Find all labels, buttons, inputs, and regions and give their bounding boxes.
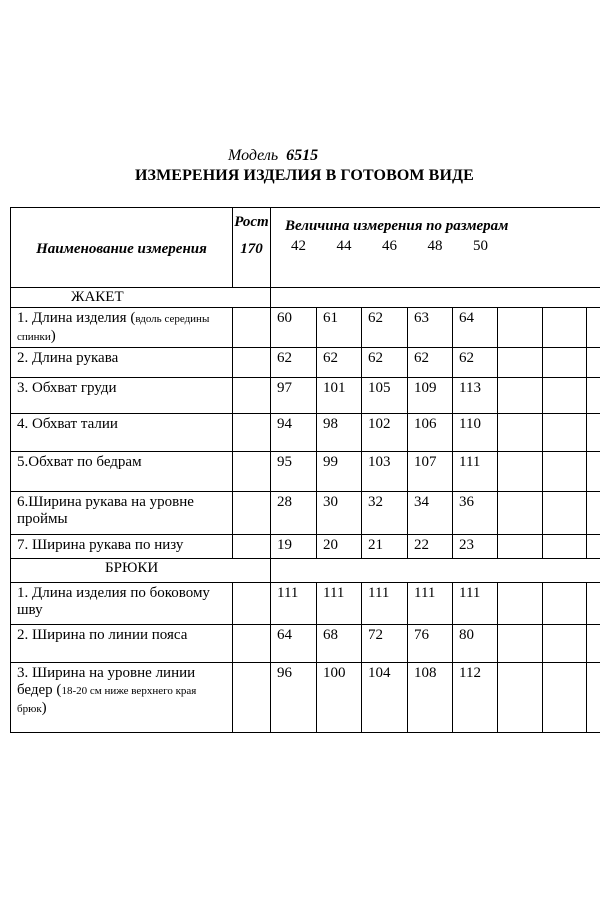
row-name: 7. Ширина рукава по низу bbox=[11, 534, 233, 558]
row-name: 3. Ширина на уровне линии бедер (18-20 см ниже верхнего края брюк) bbox=[11, 662, 233, 732]
table-row bbox=[11, 308, 600, 348]
table-row bbox=[11, 414, 600, 452]
cell-value: 72 bbox=[362, 624, 408, 662]
table-row bbox=[11, 662, 600, 732]
size-44: 44 bbox=[336, 238, 352, 254]
cell-value: 62 bbox=[271, 348, 317, 378]
table-row bbox=[11, 582, 600, 624]
model-line bbox=[228, 147, 318, 165]
row-name: 1. Длина изделия (вдоль середины спинки) bbox=[11, 308, 233, 348]
row-name: 1. Длина изделия по боковому шву bbox=[11, 582, 233, 624]
cell-value: 111 bbox=[317, 582, 362, 624]
rost-label: Рост bbox=[234, 214, 269, 230]
row-name: 2. Ширина по линии пояса bbox=[11, 624, 233, 662]
cell-value: 28 bbox=[271, 492, 317, 534]
size-50: 50 bbox=[473, 238, 488, 254]
cell-value: 76 bbox=[408, 624, 453, 662]
cell-value: 111 bbox=[453, 452, 498, 492]
cell-value: 104 bbox=[362, 662, 408, 732]
table-row bbox=[11, 348, 600, 378]
cell-value: 68 bbox=[317, 624, 362, 662]
cell-value: 64 bbox=[271, 624, 317, 662]
cell-value: 100 bbox=[317, 662, 362, 732]
size-values bbox=[285, 238, 600, 255]
cell-value: 62 bbox=[408, 348, 453, 378]
cell-value: 62 bbox=[362, 348, 408, 378]
cell-value: 20 bbox=[317, 534, 362, 558]
cell-value: 62 bbox=[317, 348, 362, 378]
cell-value: 95 bbox=[271, 452, 317, 492]
cell-value: 107 bbox=[408, 452, 453, 492]
table-row bbox=[11, 378, 600, 414]
section-row-trousers bbox=[11, 558, 600, 582]
table-row bbox=[11, 492, 600, 534]
cell-value: 23 bbox=[453, 534, 498, 558]
cell-value: 62 bbox=[362, 308, 408, 348]
cell-value: 97 bbox=[271, 378, 317, 414]
section-title-jacket: ЖАКЕТ bbox=[11, 288, 271, 308]
cell-value: 21 bbox=[362, 534, 408, 558]
page-title: ИЗМЕРЕНИЯ ИЗДЕЛИЯ В ГОТОВОМ ВИДЕ bbox=[135, 167, 474, 184]
cell-value: 112 bbox=[453, 662, 498, 732]
rost-value: 170 bbox=[240, 241, 263, 257]
cell-value: 34 bbox=[408, 492, 453, 534]
row-name: 4. Обхват талии bbox=[11, 414, 233, 452]
cell-value: 111 bbox=[271, 582, 317, 624]
cell-value: 111 bbox=[408, 582, 453, 624]
size-42: 42 bbox=[291, 238, 306, 254]
cell-value: 22 bbox=[408, 534, 453, 558]
col-name-header: Наименование измерения bbox=[11, 208, 233, 288]
cell-value: 110 bbox=[453, 414, 498, 452]
cell-value: 94 bbox=[271, 414, 317, 452]
cell-value: 101 bbox=[317, 378, 362, 414]
cell-value: 102 bbox=[362, 414, 408, 452]
cell-value: 36 bbox=[453, 492, 498, 534]
cell-value: 64 bbox=[453, 308, 498, 348]
section-title-trousers: БРЮКИ bbox=[11, 558, 271, 582]
cell-value: 103 bbox=[362, 452, 408, 492]
model-number: 6515 bbox=[286, 147, 319, 164]
row-name: 3. Обхват груди bbox=[11, 378, 233, 414]
cell-value: 32 bbox=[362, 492, 408, 534]
size-48: 48 bbox=[427, 238, 443, 254]
sizes-header-label: Величина измерения по размерам bbox=[285, 218, 509, 234]
size-46: 46 bbox=[382, 238, 397, 254]
cell-value: 62 bbox=[453, 348, 498, 378]
row-name: 2. Длина рукава bbox=[11, 348, 233, 378]
cell-value: 30 bbox=[317, 492, 362, 534]
cell-value: 63 bbox=[408, 308, 453, 348]
table-row bbox=[11, 534, 600, 558]
cell-value: 105 bbox=[362, 378, 408, 414]
cell-value: 111 bbox=[362, 582, 408, 624]
cell-value: 111 bbox=[453, 582, 498, 624]
table-row bbox=[11, 624, 600, 662]
col-sizes-header bbox=[271, 208, 600, 288]
cell-value: 99 bbox=[317, 452, 362, 492]
section-row-jacket bbox=[11, 288, 600, 308]
col-rost-header bbox=[233, 208, 271, 288]
table-row bbox=[11, 452, 600, 492]
measurements-table bbox=[10, 207, 600, 733]
cell-value: 98 bbox=[317, 414, 362, 452]
cell-value: 61 bbox=[317, 308, 362, 348]
row-name: 6.Ширина рукава на уровне проймы bbox=[11, 492, 233, 534]
cell-value: 113 bbox=[453, 378, 498, 414]
cell-value: 108 bbox=[408, 662, 453, 732]
cell-value: 80 bbox=[453, 624, 498, 662]
cell-value: 109 bbox=[408, 378, 453, 414]
cell-value: 19 bbox=[271, 534, 317, 558]
cell-value: 96 bbox=[271, 662, 317, 732]
model-label: Модель bbox=[228, 147, 279, 164]
cell-value: 106 bbox=[408, 414, 453, 452]
row-name: 5.Обхват по бедрам bbox=[11, 452, 233, 492]
header-row bbox=[11, 208, 600, 288]
cell-value: 60 bbox=[271, 308, 317, 348]
